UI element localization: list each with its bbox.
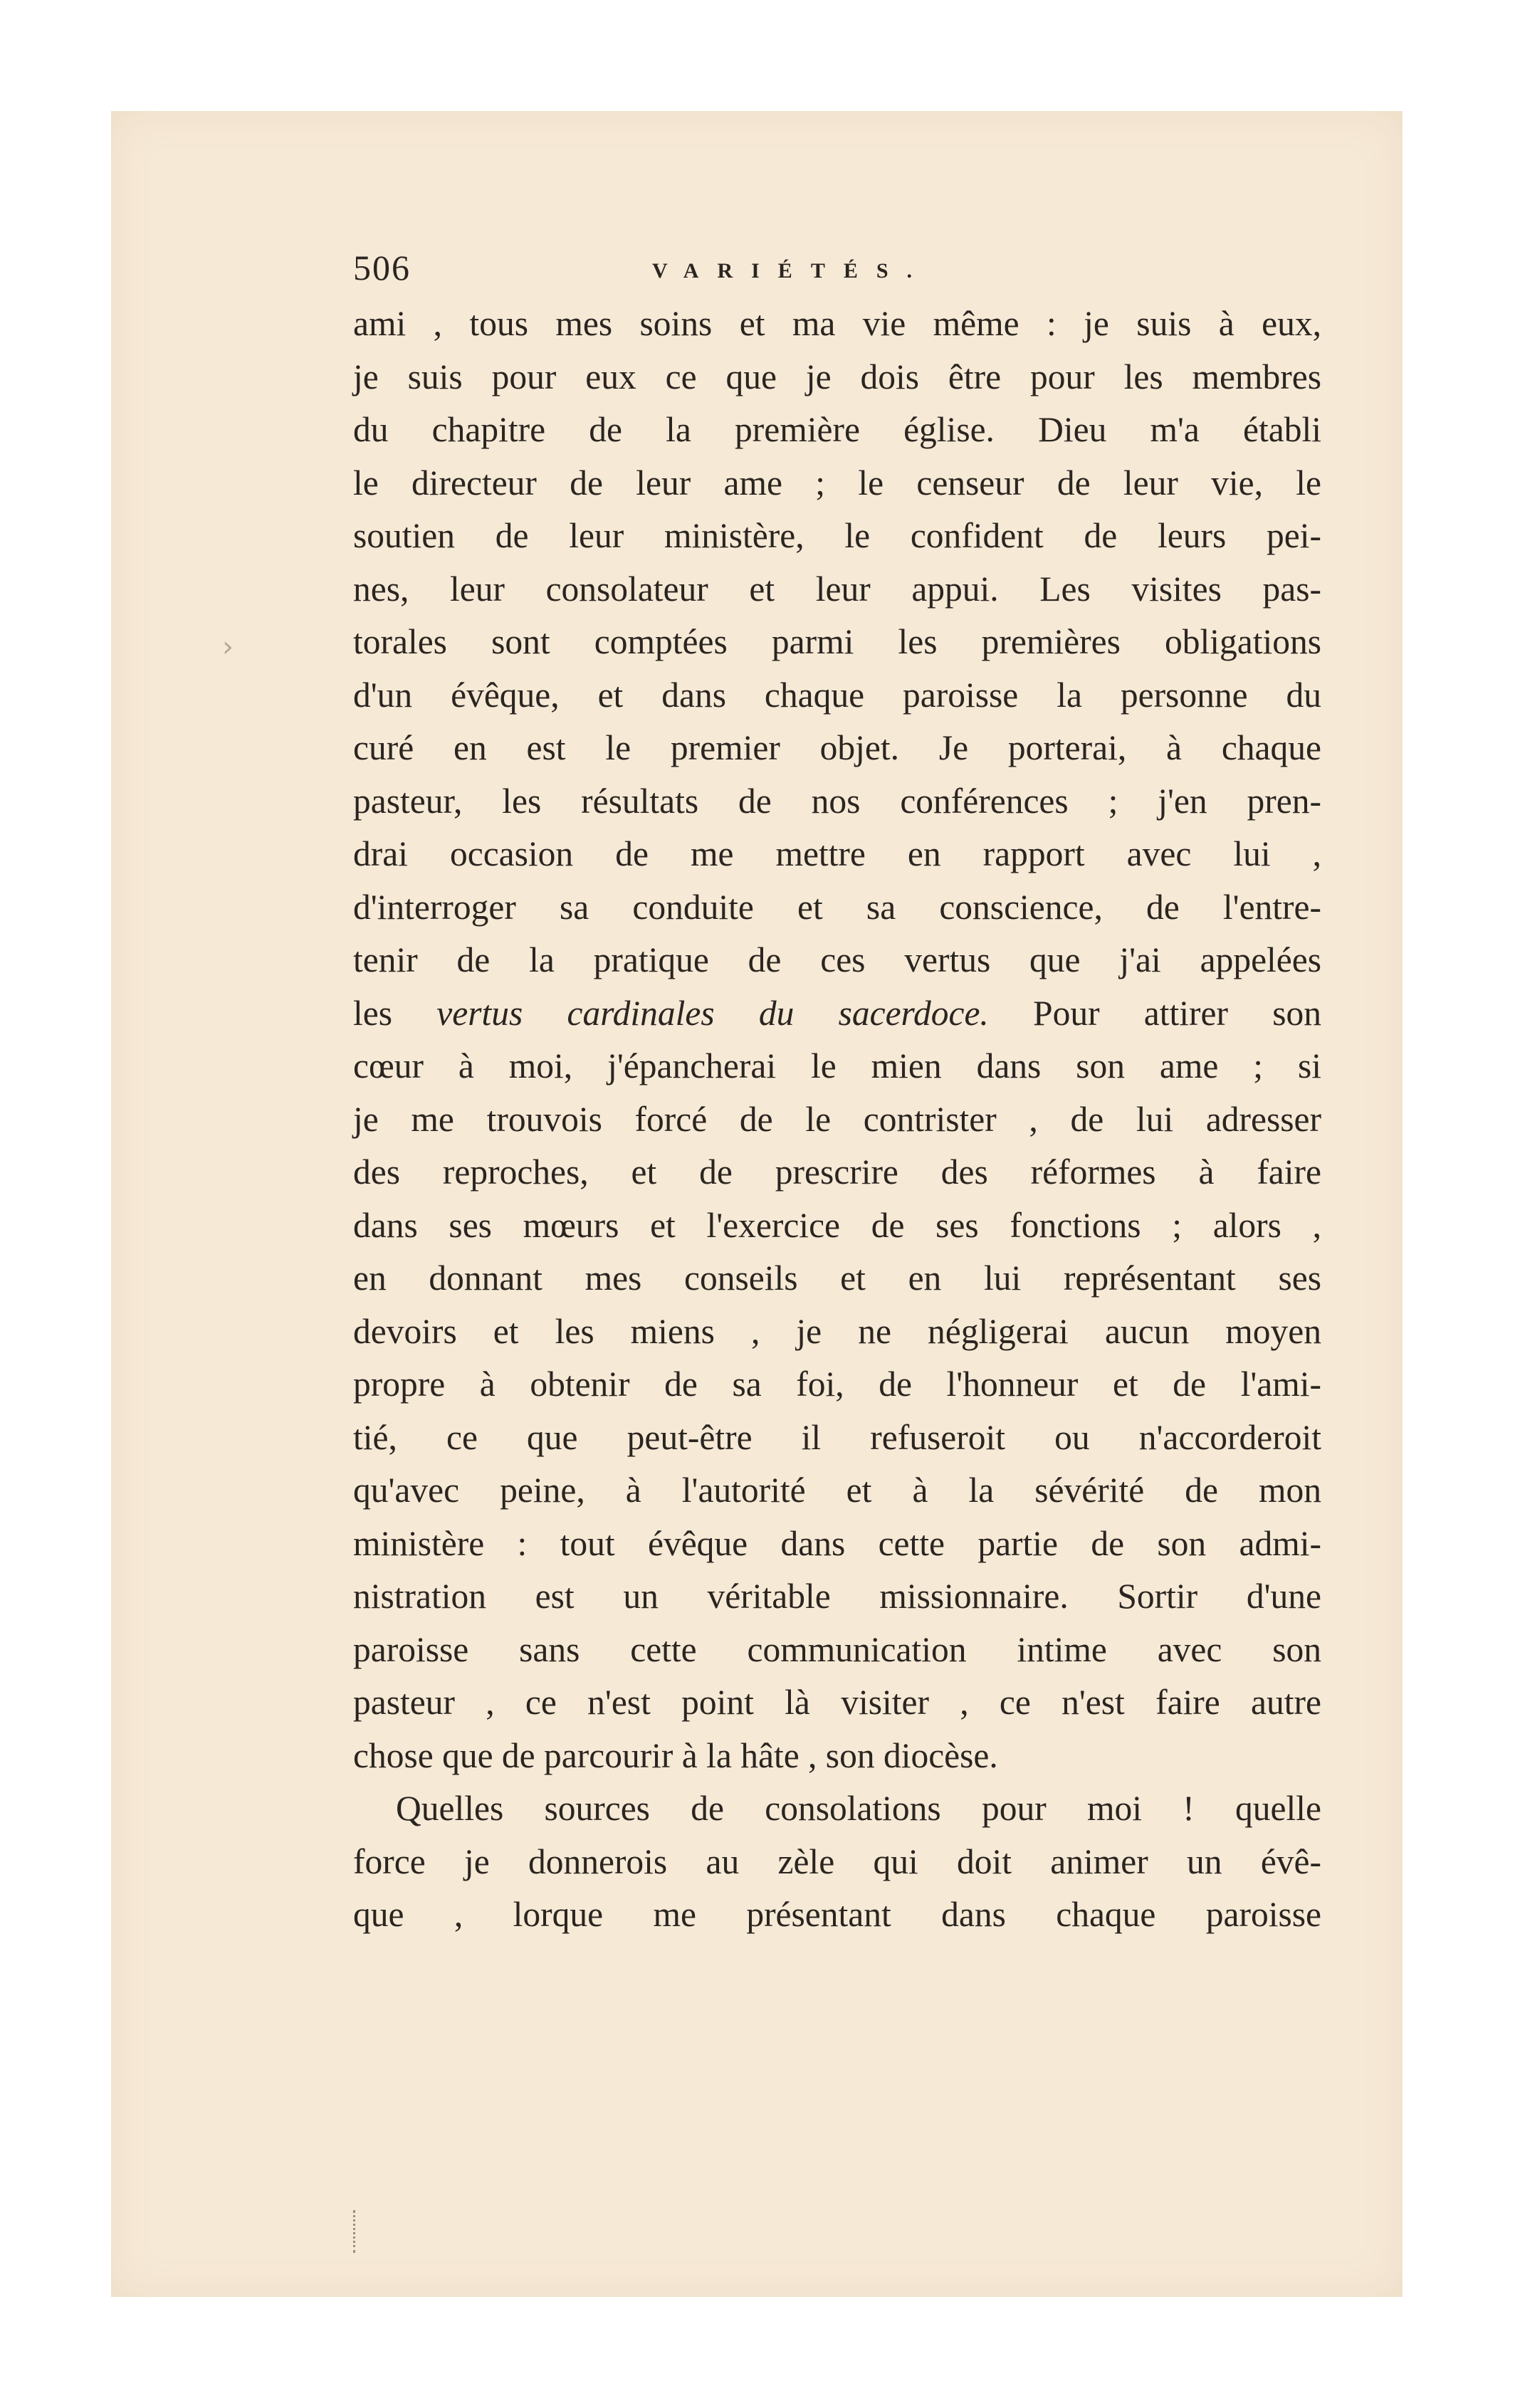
running-head: [353, 246, 1321, 298]
book-page: [353, 246, 1321, 1942]
text-segment: Pour attirer son: [1033, 993, 1321, 1033]
text-line: d'un évêque, et dans chaque paroisse la personne du: [353, 675, 1321, 715]
text-line: ami , tous mes soins et ma vie même : je suis à eux,: [353, 304, 1321, 343]
text-line: nes, leur consolateur et leur appui. Les visites pas-: [353, 569, 1321, 609]
text-line: propre à obtenir de sa foi, de l'honneur et de l'ami-: [353, 1365, 1321, 1404]
running-title: VARIÉTÉS.: [652, 259, 931, 283]
text-line: nistration est un véritable missionnaire. Sortir d'une: [353, 1577, 1321, 1616]
text-line: devoirs et les miens , je ne négligerai aucun moyen: [353, 1311, 1321, 1351]
margin-mark: ›: [222, 631, 234, 663]
text-line: tenir de la pratique de ces vertus que j'ai appelées: [353, 940, 1321, 979]
text-line: tié, ce que peut-être il refuseroit ou n'accorderoit: [353, 1417, 1321, 1457]
text-line: torales sont comptées parmi les premières obligations: [353, 622, 1321, 661]
text-line: en donnant mes conseils et en lui représentant ses: [353, 1258, 1321, 1298]
text-line: dans ses mœurs et l'exercice de ses fonctions ; alors ,: [353, 1205, 1321, 1245]
text-line: curé en est le premier objet. Je porterai, à chaque: [353, 728, 1321, 767]
text-line: que , lorque me présentant dans chaque paroisse: [353, 1895, 1321, 1934]
body-text: [353, 298, 1321, 1942]
text-line: cœur à moi, j'épancherai le mien dans son ame ; si: [353, 1046, 1321, 1085]
text-line: paroisse sans cette communication intime avec son: [353, 1629, 1321, 1669]
paragraph-end-line: chose que de parcourir à la hâte , son diocèse.: [353, 1735, 998, 1775]
text-line-with-italic: [353, 987, 1321, 1041]
text-line: du chapitre de la première église. Dieu m'a établi: [353, 410, 1321, 449]
text-line: qu'avec peine, à l'autorité et à la sévérité de mon: [353, 1471, 1321, 1510]
page-number: 506: [353, 248, 411, 288]
text-line: drai occasion de me mettre en rapport avec lui ,: [353, 834, 1321, 873]
text-line: le directeur de leur ame ; le censeur de leur vie, le: [353, 463, 1321, 503]
text-line: d'interroger sa conduite et sa conscience, de l'entre-: [353, 887, 1321, 927]
paragraph-start-line: Quelles sources de consolations pour moi ! quelle: [396, 1789, 1321, 1828]
margin-dots: [353, 2210, 358, 2253]
italic-phrase: vertus cardinales du sacerdoce.: [436, 993, 989, 1033]
text-line: pasteur, les résultats de nos conférences ; j'en pren-: [353, 781, 1321, 821]
text-segment: les: [353, 993, 392, 1033]
text-line: des reproches, et de prescrire des réformes à faire: [353, 1152, 1321, 1192]
text-line: ministère : tout évêque dans cette partie de son admi-: [353, 1523, 1321, 1563]
text-line: pasteur , ce n'est point là visiter , ce n'est faire autre: [353, 1683, 1321, 1722]
text-line: soutien de leur ministère, le confident de leurs pei-: [353, 516, 1321, 555]
text-line: je me trouvois forcé de le contrister , de lui adresser: [353, 1099, 1321, 1139]
text-line: je suis pour eux ce que je dois être pour les membres: [353, 357, 1321, 396]
text-line: force je donnerois au zèle qui doit animer un évê-: [353, 1841, 1321, 1881]
